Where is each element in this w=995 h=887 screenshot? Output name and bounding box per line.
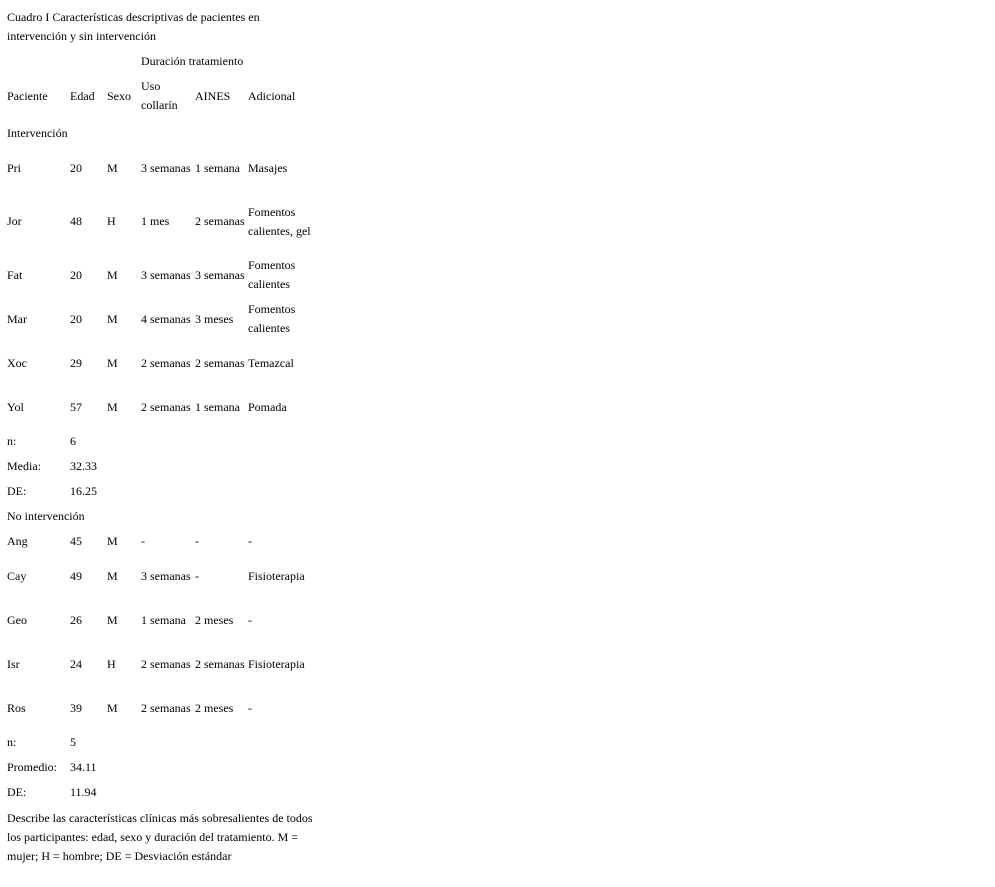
cell-paciente: Fat xyxy=(7,267,23,282)
cell-aines: 3 meses xyxy=(195,311,234,326)
stat-row xyxy=(7,730,318,755)
cell-edad: 39 xyxy=(70,700,82,715)
cell-uso-collarin: 2 semanas xyxy=(141,355,191,370)
cell-uso-collarin: 2 semanas xyxy=(141,656,191,671)
stat-value: 34.11 xyxy=(70,760,97,774)
cell-adicional: - xyxy=(248,612,252,627)
table-row xyxy=(7,686,318,730)
cell-paciente: Cay xyxy=(7,568,27,583)
header-group-row xyxy=(7,52,318,71)
stat-value: 16.25 xyxy=(70,484,97,498)
col-header-adicional: Adicional xyxy=(248,88,296,103)
cell-paciente: Jor xyxy=(7,214,22,228)
stat-row xyxy=(7,454,318,479)
cell-edad: 20 xyxy=(70,311,82,326)
col-header-paciente: Paciente xyxy=(7,88,48,103)
cell-paciente: Mar xyxy=(7,311,27,326)
cell-adicional: - xyxy=(248,700,252,715)
cell-sexo: M xyxy=(107,568,118,583)
cell-uso-collarin: 1 mes xyxy=(141,214,170,228)
stat-label: Promedio: xyxy=(7,760,57,774)
col-header-uso-collarin: Uso collarín xyxy=(141,79,178,112)
table-row xyxy=(7,529,318,554)
table-row xyxy=(7,554,318,598)
stat-row xyxy=(7,755,318,780)
cell-uso-collarin: 3 semanas xyxy=(141,568,191,583)
table-row xyxy=(7,642,318,686)
cell-adicional: Fomentos calientes, gel xyxy=(248,204,311,238)
cell-edad: 29 xyxy=(70,355,82,370)
stat-value: 6 xyxy=(70,434,76,448)
header-columns-row xyxy=(7,71,318,121)
cell-uso-collarin: 2 semanas xyxy=(141,700,191,715)
cell-aines: 1 semana xyxy=(195,160,240,175)
stat-value: 32.33 xyxy=(70,459,97,473)
cell-edad: 57 xyxy=(70,399,82,414)
section-header-row xyxy=(7,504,318,529)
cell-edad: 26 xyxy=(70,612,82,627)
table-row xyxy=(7,385,318,429)
col-header-edad: Edad xyxy=(70,88,95,103)
cell-sexo: M xyxy=(107,612,118,627)
cell-adicional: Masajes xyxy=(248,160,288,175)
table-caption: Cuadro I Características descriptivas de pacientes en intervención y sin intervención xyxy=(7,10,260,43)
stat-row xyxy=(7,479,318,504)
table-row xyxy=(7,341,318,385)
cell-edad: 24 xyxy=(70,656,82,671)
cell-adicional: Fomentos calientes xyxy=(248,258,296,291)
stat-row xyxy=(7,780,318,805)
header-spacer xyxy=(70,52,107,71)
cell-aines: 2 semanas xyxy=(195,214,245,228)
table-row xyxy=(7,598,318,642)
cell-edad: 45 xyxy=(70,534,82,548)
header-group-duracion: Duración tratamiento xyxy=(141,54,244,68)
cell-uso-collarin: 3 semanas xyxy=(141,160,191,175)
section-title: Intervención xyxy=(7,126,68,140)
cell-sexo: M xyxy=(107,160,118,175)
cell-sexo: H xyxy=(107,656,116,671)
cell-adicional: Fisioterapia xyxy=(248,656,305,671)
cell-sexo: M xyxy=(107,534,118,548)
cell-aines: 2 semanas xyxy=(195,355,245,370)
cell-aines: - xyxy=(195,534,199,548)
cell-sexo: M xyxy=(107,399,118,414)
cell-aines: 1 semana xyxy=(195,399,240,414)
stat-label: n: xyxy=(7,735,17,749)
cell-paciente: Ang xyxy=(7,534,28,548)
cell-edad: 20 xyxy=(70,267,82,282)
cell-paciente: Pri xyxy=(7,160,22,175)
cell-paciente: Isr xyxy=(7,656,20,671)
cell-sexo: M xyxy=(107,355,118,370)
cell-adicional: Fisioterapia xyxy=(248,568,305,583)
header-spacer xyxy=(107,52,141,71)
section-title: No intervención xyxy=(7,509,85,523)
cell-sexo: M xyxy=(107,267,118,282)
table-footnote: Describe las características clínicas más sobresalientes de todos los participantes: edad, sexo y duración del tratamiento. M = mujer; H = hombre; DE = Desviación estándar xyxy=(7,811,313,863)
cell-uso-collarin: 3 semanas xyxy=(141,267,191,282)
cell-sexo: H xyxy=(107,214,116,228)
cell-adicional: - xyxy=(248,534,252,548)
table-row xyxy=(7,146,318,190)
stat-label: Media: xyxy=(7,459,41,473)
cell-sexo: M xyxy=(107,700,118,715)
cell-aines: - xyxy=(195,568,199,583)
cell-adicional: Temazcal xyxy=(248,355,294,370)
cell-paciente: Ros xyxy=(7,700,26,715)
cell-edad: 48 xyxy=(70,214,82,228)
col-header-sexo: Sexo xyxy=(107,88,131,103)
stat-label: DE: xyxy=(7,785,27,799)
table-row xyxy=(7,253,318,297)
cell-aines: 3 semanas xyxy=(195,267,245,282)
cell-adicional: Pomada xyxy=(248,399,287,414)
cell-paciente: Yol xyxy=(7,399,24,414)
document-body xyxy=(7,8,327,866)
patient-characteristics-table xyxy=(7,52,318,805)
table-row xyxy=(7,297,318,341)
col-header-aines: AINES xyxy=(195,88,231,103)
cell-edad: 49 xyxy=(70,568,82,583)
cell-sexo: M xyxy=(107,311,118,326)
cell-uso-collarin: 1 semana xyxy=(141,612,186,627)
header-spacer xyxy=(7,52,70,71)
cell-aines: 2 meses xyxy=(195,700,234,715)
cell-uso-collarin: 2 semanas xyxy=(141,399,191,414)
cell-aines: 2 semanas xyxy=(195,656,245,671)
cell-uso-collarin: - xyxy=(141,534,145,548)
stat-label: n: xyxy=(7,434,17,448)
cell-paciente: Geo xyxy=(7,612,27,627)
stat-row xyxy=(7,429,318,454)
cell-adicional: Fomentos calientes xyxy=(248,302,296,335)
section-header-row xyxy=(7,121,318,146)
cell-aines: 2 meses xyxy=(195,612,234,627)
table-row xyxy=(7,190,318,253)
table-body xyxy=(7,52,318,805)
cell-uso-collarin: 4 semanas xyxy=(141,311,191,326)
stat-value: 11.94 xyxy=(70,785,97,799)
stat-value: 5 xyxy=(70,735,76,749)
cell-paciente: Xoc xyxy=(7,355,27,370)
cell-edad: 20 xyxy=(70,160,82,175)
stat-label: DE: xyxy=(7,484,27,498)
